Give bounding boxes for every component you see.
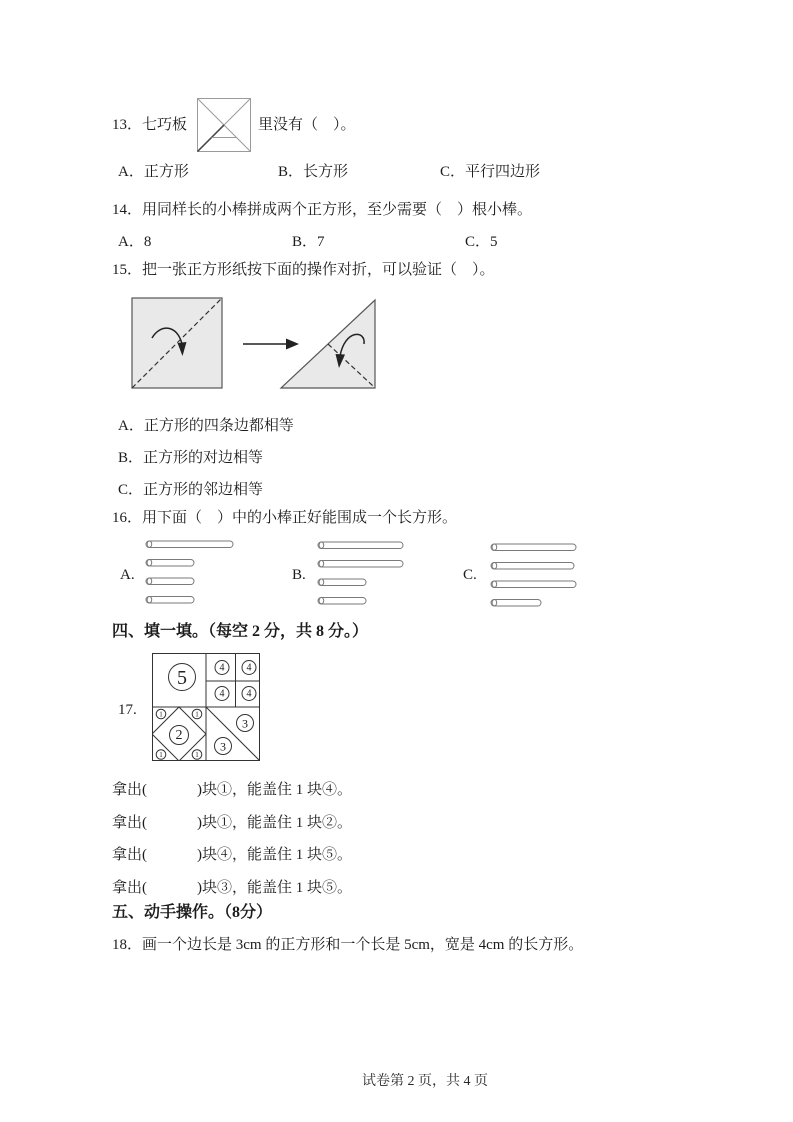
stick	[491, 544, 576, 551]
piece-number-4: 4	[219, 688, 225, 700]
q16-group-b-label: B.	[292, 567, 306, 583]
fill-post: )块③，能盖住 1 块⑤。	[197, 880, 352, 896]
fill-pre: 拿出(	[112, 782, 147, 798]
piece-number-5: 5	[177, 667, 187, 689]
q18-text: 18．画一个边长是 3cm 的正方形和一个长是 5cm，宽是 4cm 的长方形。	[112, 937, 584, 953]
fill-post: )块①，能盖住 1 块④。	[197, 782, 352, 798]
tangram-figure	[197, 98, 251, 152]
stick-end	[147, 541, 152, 547]
stick-end	[319, 579, 324, 585]
q15-option-c: C．正方形的邻边相等	[118, 482, 264, 498]
stick-end	[492, 563, 497, 569]
q16-group-c-label: C.	[463, 567, 477, 583]
piece-number-1: 1	[159, 751, 163, 759]
stick	[318, 598, 366, 605]
stick	[146, 597, 194, 604]
q16-sticks-group-b	[317, 540, 409, 608]
stick-end	[319, 561, 324, 567]
page-footer: 试卷第 2 页，共 4 页	[362, 1074, 488, 1089]
q13-option-b: B．长方形	[278, 164, 349, 180]
q17-br-diagonal	[206, 707, 260, 761]
q13-option-c: C．平行四边形	[440, 164, 541, 180]
q16-sticks-group-a	[145, 539, 237, 607]
q15-text: 15．把一张正方形纸按下面的操作对折，可以验证（ ）。	[112, 262, 495, 278]
q17-label: 17.	[118, 702, 137, 718]
section-5-heading: 五、动手操作。（8分）	[112, 904, 273, 921]
q13-option-a: A．正方形	[118, 164, 189, 180]
q16-text: 16．用下面（ ）中的小棒正好能围成一个长方形。	[112, 510, 458, 526]
transform-arrowhead	[286, 339, 299, 350]
fill-pre: 拿出(	[112, 847, 147, 863]
piece-number-1: 1	[195, 710, 199, 719]
fill-post: )块①，能盖住 1 块②。	[197, 815, 352, 831]
q14-option-a: A．8	[118, 234, 152, 250]
piece-number-1: 1	[159, 710, 163, 719]
stick-end	[492, 544, 497, 550]
stick	[146, 560, 194, 567]
stick-end	[319, 542, 324, 548]
piece-number-3: 3	[220, 739, 226, 754]
stick-end	[147, 578, 152, 584]
q13-prefix: 13．七巧板	[112, 117, 188, 133]
stick	[491, 600, 541, 607]
stick	[318, 542, 403, 549]
fill-pre: 拿出(	[112, 815, 147, 831]
q15-option-b: B．正方形的对边相等	[118, 450, 264, 466]
piece-number-4: 4	[219, 662, 225, 674]
q16-sticks-group-c	[490, 542, 582, 610]
stick	[318, 579, 366, 586]
fill-post: )块④，能盖住 1 块⑤。	[197, 847, 352, 863]
q13-suffix: 里没有（ ）。	[258, 117, 356, 133]
stick-end	[147, 560, 152, 566]
q14-text: 14．用同样长的小棒拼成两个正方形，至少需要（ ）根小棒。	[112, 202, 533, 218]
piece-number-1: 1	[195, 751, 199, 759]
piece-number-4: 4	[246, 688, 252, 700]
stick	[146, 541, 233, 548]
piece-number-3: 3	[242, 716, 248, 731]
stick	[146, 578, 194, 585]
stick-end	[492, 600, 497, 606]
q15-fold-diagram	[130, 292, 395, 396]
q17-pieces-diagram	[152, 653, 260, 761]
section-4-heading: 四、填一填。（每空 2 分，共 8 分。）	[112, 623, 369, 640]
q17-fill-line-2	[112, 814, 352, 833]
q17-fill-line-1	[112, 781, 352, 800]
stick-end	[492, 581, 497, 587]
q16-group-a-label: A.	[120, 567, 135, 583]
stick	[318, 561, 403, 568]
q14-option-c: C．5	[465, 234, 498, 250]
stick	[491, 563, 574, 570]
q14-option-b: B．7	[292, 234, 325, 250]
stick-end	[319, 598, 324, 604]
q17-fill-line-4	[112, 879, 352, 898]
q15-option-a: A．正方形的四条边都相等	[118, 418, 294, 434]
piece-number-2: 2	[175, 728, 183, 743]
q17-fill-line-3	[112, 846, 352, 865]
stick	[491, 581, 576, 588]
fill-pre: 拿出(	[112, 880, 147, 896]
stick-end	[147, 597, 152, 603]
piece-number-4: 4	[246, 662, 252, 674]
